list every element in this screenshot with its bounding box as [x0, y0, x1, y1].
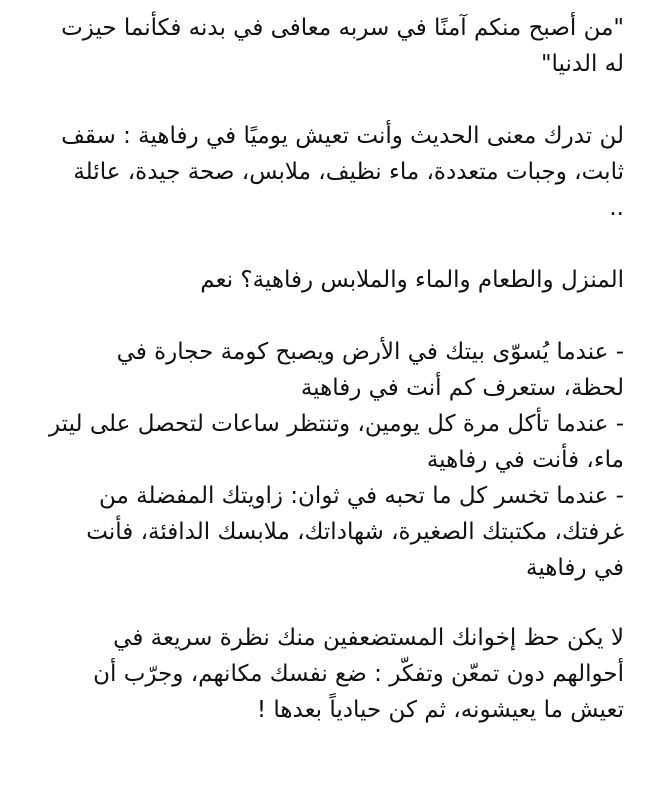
example-line: - عندما يُسوّى بيتك في الأرض ويصبح كومة حجارة في [116, 339, 624, 365]
question-line: المنزل والطعام والماء والملابس رفاهية؟ نعم [200, 267, 624, 293]
paragraph-gap [30, 226, 624, 262]
paragraph-gap [30, 298, 624, 334]
hadith-quote-line: له الدنيا" [540, 51, 624, 77]
closing-line: أحوالهم دون تمعّن وتفكّر : ضع نفسك مكانهم، وجرّب أن [93, 661, 624, 687]
paragraph-gap [30, 586, 624, 620]
intro-line: ثابت، وجبات متعددة، ماء نظيف، ملابس، صحة جيدة، عائلة [73, 159, 624, 185]
closing-line: لا يكن حظ إخوانك المستضعفين منك نظرة سريعة في [113, 625, 624, 651]
hadith-quote-line: "من أصبح منكم آمنًا في سربه معافى في بدنه فكأنما حيزت [61, 15, 624, 41]
intro-line: .. [609, 195, 624, 221]
example-line: ماء، فأنت في رفاهية [426, 447, 624, 473]
example-line: لحظة، ستعرف كم أنت في رفاهية [300, 375, 624, 401]
intro-line: لن تدرك معنى الحديث وأنت تعيش يوميًا في رفاهية : سقف [61, 123, 624, 149]
paragraph-gap [30, 82, 624, 118]
example-line: - عندما تخسر كل ما تحبه في ثوان: زاويتك المفضلة من [98, 483, 624, 509]
example-line: في رفاهية [526, 555, 624, 581]
example-line: - عندما تأكل مرة كل يومين، وتنتظر ساعات لتحصل على ليتر [48, 411, 624, 437]
post-text [30, 10, 624, 728]
closing-line: تعيش ما يعيشونه، ثم كن حيادياً بعدها ! [256, 697, 624, 723]
example-line: غرفتك، مكتبتك الصغيرة، شهاداتك، ملابسك الدافئة، فأنت [86, 519, 624, 545]
